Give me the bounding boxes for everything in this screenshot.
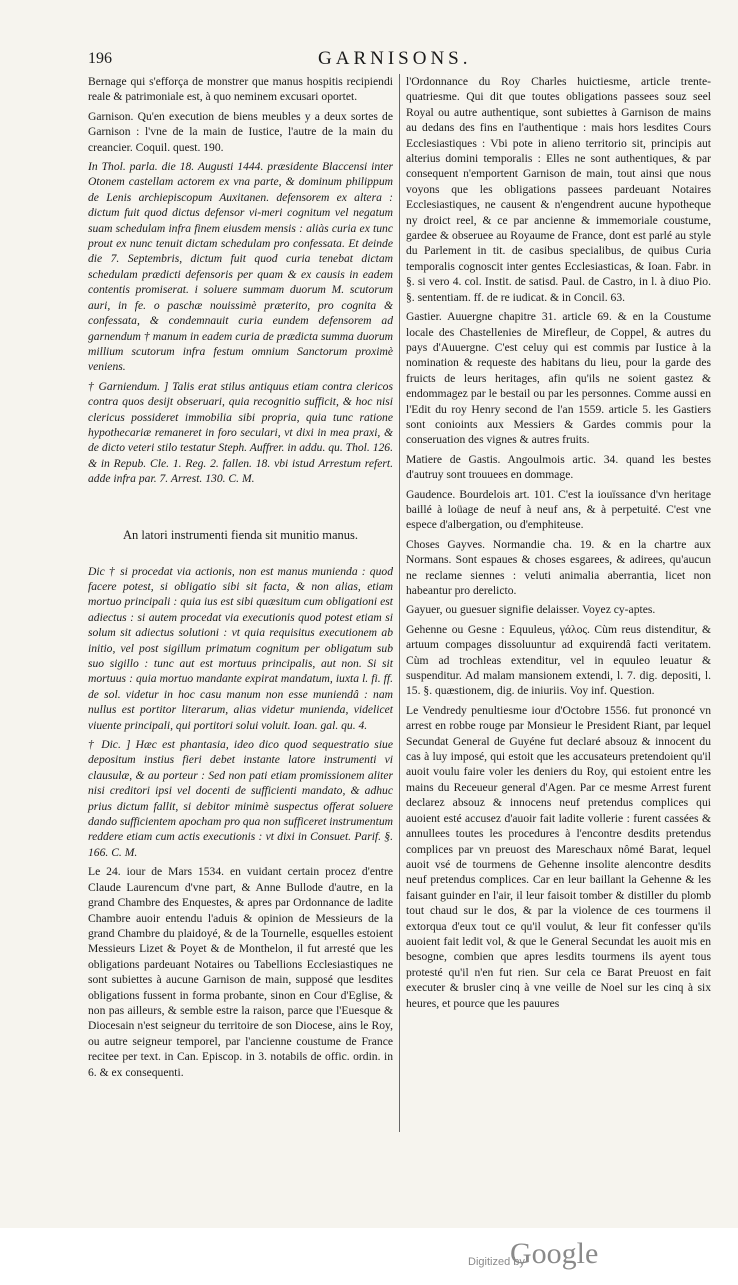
paragraph: † Dic. ] Hæc est phantasia, ideo dico quod sequestratio siue depositum instius fieri debet instante latore instrumenti vi clausulæ, & au porteur : Sed non pati etiam promissionem aliter nisi creditori ipsi vel docenti de sufficienti mandato, & adhuc prius dictum fallit, si debitor minimè suspectus offerat soluere dando sufficientem apocham pro qua non sufficeret instrumentum reddere etiam cum actis executionis : vt dixi in Consuet. Parif. §. 166. C. M. [88,738,393,859]
paragraph: In Thol. parla. die 18. Augusti 1444. præsidente Blaccensi inter Otonem castellam actorem ex vna parte, & dominum philippum de Lenis archiepiscopum Auxitanen. defensorem ex altera : dictum fuit quod dictus defensor vi-meri cognitum vel negatum suam schedulam infra finem eiusdem mensis : aliàs curia ex tunc prout ex nunc tenuit dictam schedulam pro confessata. Et deinde die 7. Septembris, dictum fuit quod curia tenebat dictam schedulam prædicti defensoris per quam & ex causis in eadem contentis promiserat. i soluere summam duorum M. scutorum auri, in fe. o paschæ nouissimè præterito, pro cognita & confessata, & condemnauit curia eundem defensorem ad garnendum † manum in eadem curia de prædicta summa duorum millium scutorum infra festum omnium Sanctorum proximè veniens. [88,160,393,374]
paragraph: Gaudence. Bourdelois art. 101. C'est la iouïssance d'vn heritage baillé à loüage de neuf à neuf ans, & à perpetuité. C'est vne espece d'albergation, ou d'emphiteuse. [406,487,711,532]
paragraph: Gastier. Auuergne chapitre 31. article 69. & en la Coustume locale des Chastellenies de Mirefleur, de Coppel, & autres du pays d'Auuergne. C'est celuy qui est commis par Iustice à la nomination & requeste des habitans du lieu, pour la garde des fruicts de leurs heritages, afin qu'ils ne soient gastez & endommagez par le bestail ou par les personnes. Comme aussi en l'Edit du roy Henry second de l'an 1559. article 5. les Gastiers sont conioints aux Messiers & Gardes commis pour la conseruation des vignes & autres fruits. [406,310,711,447]
left-column [88,74,393,1084]
paragraph: Garnison. Qu'en execution de biens meubles y a deux sortes de Garnison : l'vne de la main de Iustice, l'autre de la main du creancier. Coquil. quest. 190. [88,109,393,154]
column-divider [399,74,400,1132]
google-logo: Google [510,1237,599,1270]
page-number: 196 [88,50,112,67]
paragraph: Le Vendredy penultiesme iour d'Octobre 1556. fut prononcé vn arrest en robbe rouge par Monsieur le President Riant, par lequel Secundat General de Guyéne fut declaré absouz & innocent du cas à luy imposé, qui estoit que les accusateurs pretendoient qu'il auoit voulu faire voler les deniers du Roy, qui estoient entre les mains du Receueur general d'Agen. Par ce mesme Arrest furent declarez absouz & innocens neuf pretendus complices qui auoient esté accusez d'auoir fait ladite vollerie : furent cassées & annullees toutes les procedures à l'encontre desdits pretendus complices par vn preuost des Mareschaux nômé Barat, lequel auoit vsé de tourmens de Gehenne insolite alencontre desdits neuf pretendus complices. Car en leur baillant la Gehenne & les faisant guinder en l'air, il leur faisoit tomber & distiller du plomb tout chaud sur le dos, & par la violence de ces tourmens il extorqua d'eux tout ce qu'il voulut, & leur fit confesser qu'ils auoient fait ledit vol, & que le General Secundat les auoit mis en besogne, combien que apres lesdits tourmens ils ayent tous protesté qu'il n'en fut rien. Sur cela ce Barat Preuost en fait executer & brusler cinq à vne veille de Noel sur les cinq à six heures, et pource que les pauures [406,703,711,1010]
scan-footer [0,1228,738,1285]
digitized-by-label: Digitized by [468,1256,525,1268]
paragraph: Bernage qui s'efforça de monstrer que manus hospitis recipiendi reale & patrimoniale est, à quo neminem excusari oportet. [88,75,393,104]
paragraph: l'Ordonnance du Roy Charles huictiesme, article trente-quatriesme. Qui dit que toutes obligations passees souz seel Royal ou autre authentique, sont subiettes à Garnison de mains au dedans des fins en l'authentique : mais hors lesdites Cours Ecclesiastiques : Vbi pote in alieno territorio sit, principis aut alterius domini temporalis : Elles ne sont authentiques, & par consequent n'emportent Garnison de main, tout ainsi que nous voyons que les obligations passees pardeuant Notaires Ecclesiastiques, ne causent & n'engendrent aucune hypotheque ny droict reel, & ce par ancienne & immemoriale coustume, gardee & obseruee au Royaume de France, dont est parlé au style du Parlement in tit. de casibus specialibus, de quibus Curia temporalis cognoscit inter gentes Ecclesiasticas, & Ioan. Fabr. in §. si vero 4. col. Instit. de satisd. Paul. de Castro, in l. à diuo Pio. §. sententiam. ff. de re iudicat. & in Concil. 63. [406,75,711,304]
paragraph: Matiere de Gastis. Angoulmois artic. 34. quand les bestes d'autruy sont trouuees en dommage. [406,452,711,482]
paragraph: Le 24. iour de Mars 1534. en vuidant certain procez d'entre Claude Laurencum d'vne part, & Anne Bullode d'autre, en la grand Chambre des Enquestes, & apres par Ordonnance de ladite Chambre auoir entendu l'aduis & opinion de Messieurs de la grand Chambre du plaidoyé, & de la Tournelle, esquelles estoient Messieurs Lizet & Poyet & de Monthelon, il fut arresté que les obligations pardeuant Notaires ou Tabellions Ecclesiastiques ne sont subiettes à aucune Garnison de main, supposé que lesdites obligations fussent in forma probante, sinon en Cour d'Eglise, & non pas ailleurs, & semble estre la raison, parce que l'Euesque & Diocesain n'est seigneur du territoire de son Diocese, ains le Roy, ou autre seigneur temporel, par l'ancienne coustume de France recitee per text. in Can. Episcop. in 3. notabils de offic. ordin. in 6. & ex consequenti. [88,865,393,1079]
paragraph: Gayuer, ou guesuer signifie delaisser. Voyez cy-aptes. [406,603,656,617]
paragraph: Gehenne ou Gesne : Equuleus, γάλος. Cùm reus distenditur, & artuum compages dissoluuntur ad exquirendâ facti veritatem. Cùm ad trochleas extenditur, vel in equuleo leuatur & suspenditur. Ad malam mansionem extendi, l. 7. dig. depositi, l. 15. §. quæstionem, dig. de iniuriis. Voy inf. Question. [406,622,711,698]
paragraph: Dic † si procedat via actionis, non est manus munienda : quod facere potest, si obligatio sibi sit facta, & non alias, etiam mortuo principali : quia ius est sibi quæsitum cum obligationi est adiectus : si autem procedat via executionis quod potest etiam si solum sit adiectus solutioni : vt quia requisitus executionem ab initio, vel post sigillum primatum cognitum per obligatum sub suo sigillo : tunc aut est mortuus principalis, aut non. Si sit mortuus : quia mortuo mandante expirat mandatum, iuxta l. fi. ff. de sol. videtur in hoc casu manum non esse muniendâ : nam nullus est portitor literarum, alias videtur munienda, videlicet viuente principali, qui portitori solui voluit. Ioan. gal. qu. 4. [88,564,393,732]
running-title: GARNISONS. [318,48,472,69]
paragraph: Choses Gayves. Normandie cha. 19. & en la chartre aux Normans. Sont espaues & choses esgarees, & adirees, qu'aucun ne reclame siennes : veluti animalia aberrantia, licet non habeantur pro derelicto. [406,537,711,597]
section-heading: An latori instrumenti fienda sit munitio manus. [122,527,359,542]
right-column [406,74,711,1015]
paragraph: † Garniendum. ] Talis erat stilus antiquus etiam contra clericos contra quos desijt obseruari, quia recognitio sufficit, & hoc nisi clericus possideret immobilia sibi propria, quia tunc ratione hypothecariæ remaneret in foro seculari, vt dixi in mea praxi, & de dicto veteri stilo testatur Steph. Auffrer. in addu. qu. Thol. 126. & in Repub. Cle. 1. Reg. 2. fallen. 18. vbi istud Arrestum refert. adde infra par. 7. Arrest. 130. C. M. [88,379,393,486]
